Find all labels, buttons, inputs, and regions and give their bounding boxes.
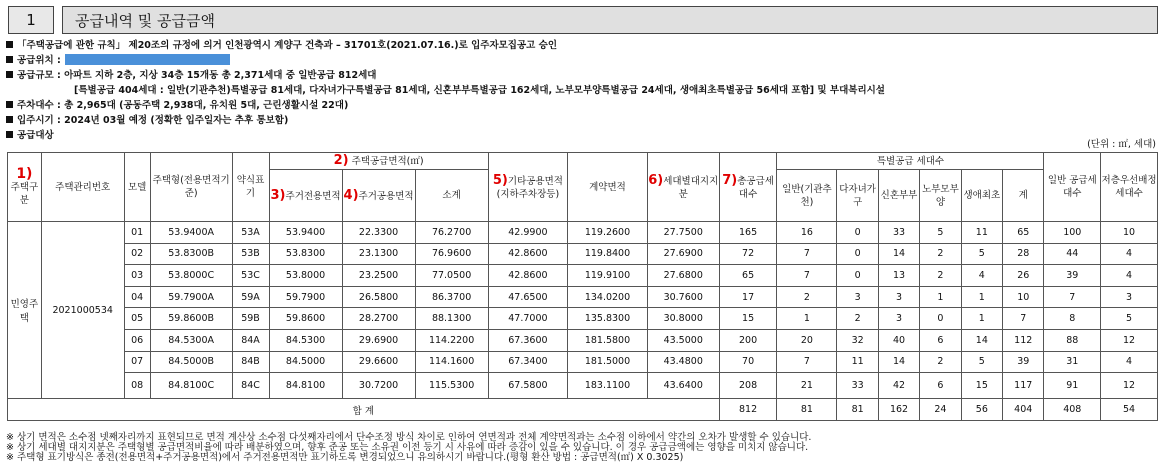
th-subtotal: 소계 (415, 170, 488, 222)
table-row (8, 329, 1158, 351)
total-general: 408 (1044, 399, 1101, 421)
cell-sp-elder: 0 (920, 308, 961, 330)
bullet-square-icon (6, 56, 13, 63)
cell-abbr: 59A (232, 286, 269, 308)
cell-sp-multichild: 0 (837, 222, 878, 244)
cell-sp-total: 65 (1003, 222, 1044, 244)
cell-sp-newlywed: 14 (878, 243, 919, 265)
cell-subtotal: 76.9600 (415, 243, 488, 265)
cell-other: 47.7000 (488, 308, 568, 330)
cell-exclusive: 53.8300 (269, 243, 342, 265)
cell-exclusive: 84.5000 (269, 351, 342, 373)
cell-other: 67.3400 (488, 351, 568, 373)
cell-sp-elder: 5 (920, 222, 961, 244)
cell-subtotal: 88.1300 (415, 308, 488, 330)
cell-abbr: 53A (232, 222, 269, 244)
bullet-square-icon (6, 131, 13, 138)
cell-other: 67.3600 (488, 329, 568, 351)
unit-label: (단위 : ㎡, 세대) (1087, 139, 1156, 150)
th-sp-newlywed: 신혼부부 (878, 170, 919, 222)
cell-low: 3 (1101, 286, 1158, 308)
cell-sp-first: 5 (961, 351, 1002, 373)
cell-total: 165 (719, 222, 777, 244)
cell-low: 10 (1101, 222, 1158, 244)
footnotes (6, 433, 1161, 463)
cell-abbr: 84C (232, 373, 269, 399)
total-sp-multichild: 81 (837, 399, 878, 421)
cell-sp-total: 112 (1003, 329, 1044, 351)
cell-contract: 119.9100 (568, 265, 648, 287)
cell-low: 12 (1101, 373, 1158, 399)
note-move-in: 입주시기 : 2024년 03월 예정 (정확한 입주일자는 추후 통보함) (6, 113, 1161, 128)
footnote: ※ 상기 면적은 소수점 넷째자리까지 표현되므로 면적 계산상 소수점 다섯째자리에서 단수조정 방식 차이로 인하여 연면적과 전체 계약면적과는 소수점 이하에서 약간의 오차가 발생할 수 있습니다. (6, 432, 812, 443)
cell-contract: 135.8300 (568, 308, 648, 330)
cell-sp-general: 16 (777, 222, 837, 244)
cell-other: 47.6500 (488, 286, 568, 308)
cell-subtotal: 86.3700 (415, 286, 488, 308)
cell-type: 84.8100C (150, 373, 232, 399)
redacted-address (65, 54, 230, 65)
cell-total: 70 (719, 351, 777, 373)
cell-sp-elder: 2 (920, 265, 961, 287)
th-sp-total: 계 (1003, 170, 1044, 222)
cell-common: 26.5800 (342, 286, 415, 308)
cell-subtotal: 114.1600 (415, 351, 488, 373)
table-row (8, 286, 1158, 308)
total-sp-first: 56 (961, 399, 1002, 421)
note-approval: 「주택공급에 관한 규칙」 제20조의 규정에 의거 인천광역시 계양구 건축과 – 31701호(2021.07.16.)로 입주자모집공고 승인 (6, 38, 1161, 53)
cell-sp-total: 39 (1003, 351, 1044, 373)
th-supply-area: 2) 주택공급면적(㎡) (269, 153, 488, 170)
th-other-common: 5)기타공용면적(지하주차장등) (488, 153, 568, 222)
cell-total: 65 (719, 265, 777, 287)
cell-general: 8 (1044, 308, 1101, 330)
notes (6, 38, 1161, 143)
total-sp-general: 81 (777, 399, 837, 421)
cell-exclusive: 59.8600 (269, 308, 342, 330)
cell-land: 43.6400 (647, 373, 719, 399)
cell-sp-multichild: 0 (837, 265, 878, 287)
cell-common: 23.2500 (342, 265, 415, 287)
cell-sp-general: 7 (777, 351, 837, 373)
cell-other: 42.9900 (488, 222, 568, 244)
cell-low: 4 (1101, 243, 1158, 265)
cell-total: 208 (719, 373, 777, 399)
cell-contract: 183.1100 (568, 373, 648, 399)
th-sp-elder: 노부모부양 (920, 170, 961, 222)
cell-subtotal: 77.0500 (415, 265, 488, 287)
table-row (8, 265, 1158, 287)
cell-land: 30.8000 (647, 308, 719, 330)
cell-sp-first: 14 (961, 329, 1002, 351)
cell-sp-general: 1 (777, 308, 837, 330)
cell-exclusive: 84.8100 (269, 373, 342, 399)
total-sp-total: 404 (1003, 399, 1044, 421)
cell-housing-type: 민영주택 (8, 222, 42, 399)
section-title: 공급내역 및 공급금액 (62, 6, 1158, 34)
cell-contract: 181.5800 (568, 329, 648, 351)
cell-common: 30.7200 (342, 373, 415, 399)
cell-model: 08 (124, 373, 150, 399)
cell-common: 22.3300 (342, 222, 415, 244)
cell-mgmt-no: 2021000534 (41, 222, 124, 399)
total-low: 54 (1101, 399, 1158, 421)
cell-sp-general: 7 (777, 243, 837, 265)
cell-general: 39 (1044, 265, 1101, 287)
cell-sp-first: 1 (961, 308, 1002, 330)
totals-row (8, 399, 1158, 421)
table-row (8, 373, 1158, 399)
bullet-square-icon (6, 101, 13, 108)
cell-sp-first: 15 (961, 373, 1002, 399)
supply-table (7, 152, 1158, 421)
cell-sp-newlywed: 3 (878, 286, 919, 308)
footnote: ※ 주택형 표기방식은 종전(전용면적+주거공용면적)에서 주거전용면적만 표기하도록 변경되었으니 유의하시기 바랍니다.(평형 환산 방법 : 공급면적(㎡) X 0.3025) (6, 452, 684, 463)
cell-sp-newlywed: 3 (878, 308, 919, 330)
cell-sp-general: 20 (777, 329, 837, 351)
th-land-share: 6)세대별대지지분 (647, 153, 719, 222)
cell-sp-elder: 6 (920, 373, 961, 399)
cell-contract: 119.2600 (568, 222, 648, 244)
cell-sp-multichild: 32 (837, 329, 878, 351)
table-row (8, 222, 1158, 244)
th-sp-general: 일반(기관추천) (777, 170, 837, 222)
cell-other: 42.8600 (488, 243, 568, 265)
cell-sp-newlywed: 14 (878, 351, 919, 373)
cell-low: 4 (1101, 265, 1158, 287)
cell-common: 29.6900 (342, 329, 415, 351)
cell-type: 84.5000B (150, 351, 232, 373)
cell-sp-general: 2 (777, 286, 837, 308)
th-sp-multichild: 다자녀가구 (837, 170, 878, 222)
cell-abbr: 53C (232, 265, 269, 287)
cell-sp-total: 26 (1003, 265, 1044, 287)
cell-land: 43.4800 (647, 351, 719, 373)
cell-common: 23.1300 (342, 243, 415, 265)
cell-sp-first: 5 (961, 243, 1002, 265)
th-total-supply: 7)총공급세대수 (719, 153, 777, 222)
cell-type: 84.5300A (150, 329, 232, 351)
cell-general: 44 (1044, 243, 1101, 265)
cell-land: 27.7500 (647, 222, 719, 244)
total-sp-newlywed: 162 (878, 399, 919, 421)
cell-sp-multichild: 2 (837, 308, 878, 330)
header-row-1 (8, 153, 1158, 170)
cell-common: 28.2700 (342, 308, 415, 330)
cell-subtotal: 115.5300 (415, 373, 488, 399)
cell-sp-first: 4 (961, 265, 1002, 287)
cell-model: 02 (124, 243, 150, 265)
cell-model: 04 (124, 286, 150, 308)
cell-other: 42.8600 (488, 265, 568, 287)
cell-general: 31 (1044, 351, 1101, 373)
cell-exclusive: 84.5300 (269, 329, 342, 351)
th-housing-category: 1) 주택구분 (8, 153, 42, 222)
table-row (8, 351, 1158, 373)
cell-exclusive: 53.8000 (269, 265, 342, 287)
cell-other: 67.5800 (488, 373, 568, 399)
cell-total: 17 (719, 286, 777, 308)
cell-abbr: 84B (232, 351, 269, 373)
cell-type: 59.8600B (150, 308, 232, 330)
th-mgmt-no: 주택관리번호 (41, 153, 124, 222)
cell-sp-total: 28 (1003, 243, 1044, 265)
total-label: 합 계 (8, 399, 720, 421)
th-model: 모델 (124, 153, 150, 222)
section-number: 1 (8, 6, 54, 34)
note-target: 공급대상 (6, 128, 1161, 143)
cell-sp-elder: 6 (920, 329, 961, 351)
note-location: 공급위치 : (6, 53, 1161, 68)
cell-model: 03 (124, 265, 150, 287)
cell-type: 53.9400A (150, 222, 232, 244)
cell-general: 7 (1044, 286, 1101, 308)
cell-sp-newlywed: 42 (878, 373, 919, 399)
cell-sp-first: 11 (961, 222, 1002, 244)
cell-general: 91 (1044, 373, 1101, 399)
th-special-supply: 특별공급 세대수 (777, 153, 1044, 170)
table-row (8, 308, 1158, 330)
cell-sp-elder: 2 (920, 351, 961, 373)
th-common-area: 4)주거공용면적 (342, 170, 415, 222)
th-general-supply: 일반 공급세대수 (1044, 153, 1101, 222)
cell-general: 100 (1044, 222, 1101, 244)
th-type: 주택형(전용면적기준) (150, 153, 232, 222)
cell-sp-total: 10 (1003, 286, 1044, 308)
cell-low: 4 (1101, 351, 1158, 373)
table-row (8, 243, 1158, 265)
cell-contract: 119.8400 (568, 243, 648, 265)
cell-sp-general: 21 (777, 373, 837, 399)
section-header (8, 6, 1158, 32)
cell-sp-total: 117 (1003, 373, 1044, 399)
th-sp-first: 생애최초 (961, 170, 1002, 222)
cell-model: 06 (124, 329, 150, 351)
cell-sp-newlywed: 13 (878, 265, 919, 287)
note-scale: 공급규모 : 아파트 지하 2층, 지상 34층 15개동 총 2,371세대 중 일반공급 812세대 (6, 68, 1161, 83)
total-sp-elder: 24 (920, 399, 961, 421)
cell-land: 27.6800 (647, 265, 719, 287)
bullet-square-icon (6, 71, 13, 78)
th-exclusive-area: 3)주거전용면적 (269, 170, 342, 222)
note-parking: 주차대수 : 총 2,965대 (공동주택 2,938대, 유치원 5대, 근린생활시설 22대) (6, 98, 1161, 113)
cell-subtotal: 114.2200 (415, 329, 488, 351)
cell-sp-multichild: 11 (837, 351, 878, 373)
cell-total: 15 (719, 308, 777, 330)
cell-land: 27.6900 (647, 243, 719, 265)
cell-sp-newlywed: 33 (878, 222, 919, 244)
cell-sp-multichild: 3 (837, 286, 878, 308)
cell-model: 07 (124, 351, 150, 373)
cell-sp-total: 7 (1003, 308, 1044, 330)
note-scale-detail: [특별공급 404세대 : 일반(기관추천)특별공급 81세대, 다자녀가구특별공급 81세대, 신혼부부특별공급 162세대, 노부모부양특별공급 24세대, 생애최초특별공급 56세대 포함] 및 부대복리시설 (74, 85, 885, 96)
cell-model: 05 (124, 308, 150, 330)
cell-sp-first: 1 (961, 286, 1002, 308)
cell-contract: 181.5000 (568, 351, 648, 373)
cell-type: 53.8000C (150, 265, 232, 287)
bullet-square-icon (6, 41, 13, 48)
cell-sp-general: 7 (777, 265, 837, 287)
cell-type: 53.8300B (150, 243, 232, 265)
cell-abbr: 59B (232, 308, 269, 330)
bullet-square-icon (6, 116, 13, 123)
cell-general: 88 (1044, 329, 1101, 351)
cell-sp-multichild: 0 (837, 243, 878, 265)
cell-land: 43.5000 (647, 329, 719, 351)
cell-common: 29.6600 (342, 351, 415, 373)
th-low-floor: 저층우선배정세대수 (1101, 153, 1158, 222)
total-supply: 812 (719, 399, 777, 421)
th-abbr: 약식표기 (232, 153, 269, 222)
cell-subtotal: 76.2700 (415, 222, 488, 244)
cell-contract: 134.0200 (568, 286, 648, 308)
cell-model: 01 (124, 222, 150, 244)
table-body (8, 222, 1158, 421)
cell-type: 59.7900A (150, 286, 232, 308)
footnote: ※ 상기 세대별 대지지분은 주택형별 공급면적비율에 따라 배분하였으며, 향후 준공 또는 소유권 이전 등기 시 사유에 따라 증감이 있을 수 있습니다. 이 경우 공급금액에는 영향을 미치지 않습니다. (6, 442, 809, 453)
cell-sp-multichild: 33 (837, 373, 878, 399)
cell-sp-newlywed: 40 (878, 329, 919, 351)
th-contract-area: 계약면적 (568, 153, 648, 222)
cell-sp-elder: 1 (920, 286, 961, 308)
cell-exclusive: 53.9400 (269, 222, 342, 244)
cell-low: 12 (1101, 329, 1158, 351)
cell-abbr: 84A (232, 329, 269, 351)
cell-sp-elder: 2 (920, 243, 961, 265)
cell-land: 30.7600 (647, 286, 719, 308)
cell-total: 200 (719, 329, 777, 351)
cell-low: 5 (1101, 308, 1158, 330)
cell-total: 72 (719, 243, 777, 265)
cell-exclusive: 59.7900 (269, 286, 342, 308)
cell-abbr: 53B (232, 243, 269, 265)
